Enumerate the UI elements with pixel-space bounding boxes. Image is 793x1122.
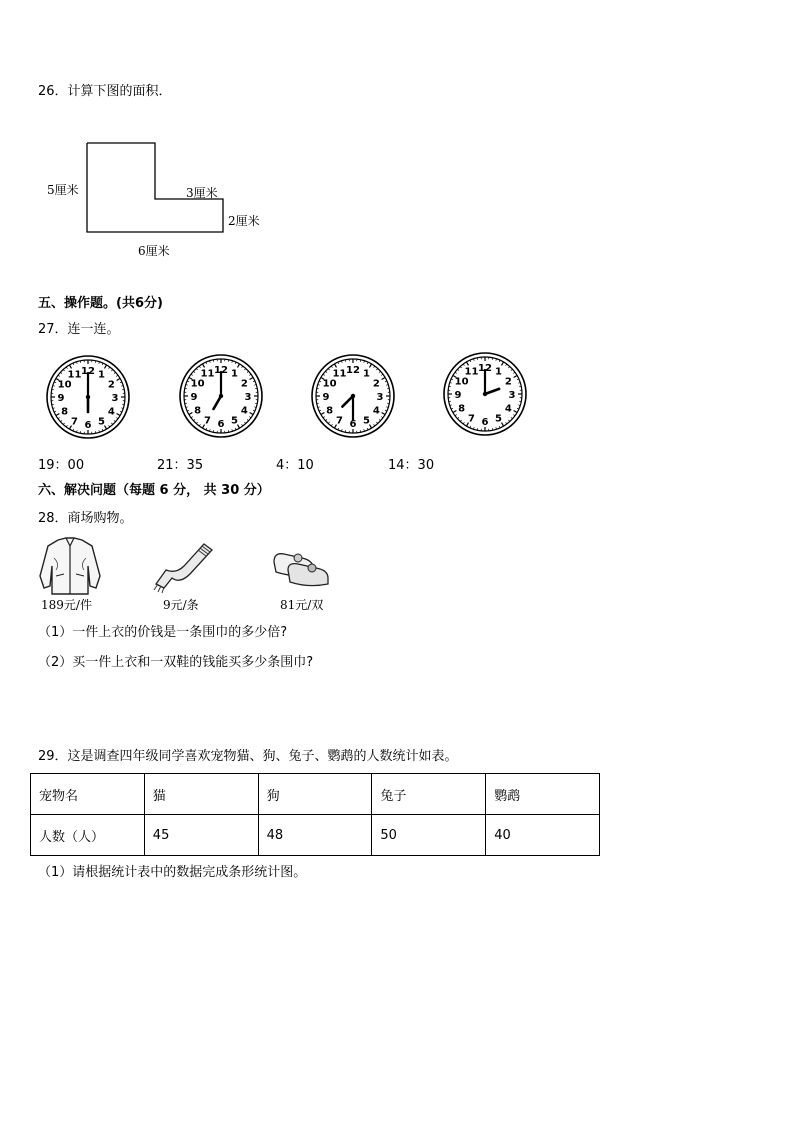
- clock-3: [310, 353, 396, 439]
- label-bottom-6cm: 6厘米: [138, 244, 170, 258]
- time-option-1: 19：00: [38, 458, 85, 473]
- table-cell: 兔子: [372, 774, 486, 815]
- clock-number: 6: [217, 419, 225, 430]
- clock-number: 6: [481, 417, 489, 428]
- scarf-icon: [150, 540, 216, 594]
- clock-number: 4: [107, 406, 115, 418]
- clock-number: 5: [363, 415, 370, 427]
- clock-number: 11: [67, 369, 82, 381]
- table-cell: 人数（人）: [31, 815, 145, 856]
- clock-number: 4: [240, 405, 248, 417]
- pet-survey-table: [30, 773, 600, 856]
- q28-sub2: （2）买一件上衣和一双鞋的钱能买多少条围巾?: [38, 655, 314, 670]
- label-left-5cm: 5厘米: [47, 183, 79, 197]
- clock-center: [86, 395, 90, 399]
- clock-number: 2: [372, 378, 380, 390]
- clock-number: 10: [322, 378, 337, 390]
- table-cell: 45: [144, 815, 258, 856]
- clock-number: 6: [349, 419, 357, 430]
- jacket-icon: [36, 536, 104, 596]
- clock-center: [219, 394, 223, 398]
- table-cell: 猫: [144, 774, 258, 815]
- clock-number: 9: [454, 390, 462, 401]
- clock-number: 2: [504, 376, 512, 388]
- price-shoes: 81元/双: [280, 598, 324, 612]
- clock-number: 3: [376, 392, 384, 403]
- clock-number: 9: [190, 392, 198, 403]
- clock-number: 10: [190, 378, 205, 390]
- q27-title: 27．连一连。: [38, 322, 120, 337]
- section-5-heading: 五、操作题。(共6分): [38, 296, 163, 311]
- clock-number: 10: [57, 379, 72, 391]
- clock-number: 7: [468, 413, 475, 425]
- table-cell: 鹦鹉: [486, 774, 600, 815]
- clock-number: 2: [107, 379, 115, 391]
- q28-sub1: （1）一件上衣的价钱是一条围巾的多少倍?: [38, 625, 288, 640]
- clock-number: 7: [71, 416, 78, 428]
- clock-number: 12: [478, 363, 492, 374]
- clock-1: [45, 354, 131, 440]
- clock-number: 7: [336, 415, 343, 427]
- clock-number: 9: [322, 392, 330, 403]
- clock-number: 4: [372, 405, 380, 417]
- q26-title: 26．计算下图的面积．: [38, 84, 172, 99]
- clock-number: 8: [326, 405, 334, 417]
- clock-number: 1: [231, 368, 238, 380]
- clock-number: 10: [454, 376, 469, 388]
- table-cell: 48: [258, 815, 372, 856]
- section-6-heading: 六、解决问题（每题 6 分， 共 30 分）: [38, 483, 270, 498]
- clock-number: 6: [84, 420, 92, 431]
- q29-sub1: （1）请根据统计表中的数据完成条形统计图。: [38, 865, 307, 880]
- shoes-icon: [268, 548, 334, 592]
- clock-number: 8: [458, 403, 466, 415]
- clock-number: 11: [464, 366, 479, 378]
- label-right-2cm: 2厘米: [228, 214, 260, 228]
- q28-title: 28．商场购物。: [38, 511, 133, 526]
- clock-number: 1: [98, 369, 105, 381]
- q29-title: 29．这是调查四年级同学喜欢宠物猫、狗、兔子、鹦鹉的人数统计如表。: [38, 749, 458, 764]
- table-header-row: [31, 774, 600, 815]
- time-option-2: 21：35: [157, 458, 204, 473]
- clock-number: 3: [508, 390, 516, 401]
- clock-number: 12: [81, 366, 95, 377]
- clock-number: 5: [98, 416, 105, 428]
- clock-center: [351, 394, 355, 398]
- clock-number: 5: [231, 415, 238, 427]
- clock-2: [178, 353, 264, 439]
- clock-number: 11: [200, 368, 215, 380]
- clock-number: 3: [111, 393, 119, 404]
- clock-4: [442, 351, 528, 437]
- time-option-4: 14：30: [388, 458, 435, 473]
- clock-number: 3: [244, 392, 252, 403]
- clock-number: 1: [495, 366, 502, 378]
- clock-number: 9: [57, 393, 65, 404]
- clock-number: 7: [204, 415, 211, 427]
- clock-number: 1: [363, 368, 370, 380]
- table-cell: 40: [486, 815, 600, 856]
- table-cell: 50: [372, 815, 486, 856]
- table-row: [31, 815, 600, 856]
- clock-number: 5: [495, 413, 502, 425]
- clock-center: [483, 392, 487, 396]
- table-cell: 狗: [258, 774, 372, 815]
- price-scarf: 9元/条: [163, 598, 199, 612]
- table-cell: 宠物名: [31, 774, 145, 815]
- clock-number: 2: [240, 378, 248, 390]
- clock-number: 12: [346, 365, 360, 376]
- price-jacket: 189元/件: [41, 598, 92, 612]
- label-step-3cm: 3厘米: [186, 186, 218, 200]
- time-option-3: 4：10: [276, 458, 314, 473]
- clock-number: 8: [194, 405, 202, 417]
- clock-number: 4: [504, 403, 512, 415]
- clock-number: 11: [332, 368, 347, 380]
- clock-number: 8: [61, 406, 69, 418]
- clock-number: 12: [214, 365, 228, 376]
